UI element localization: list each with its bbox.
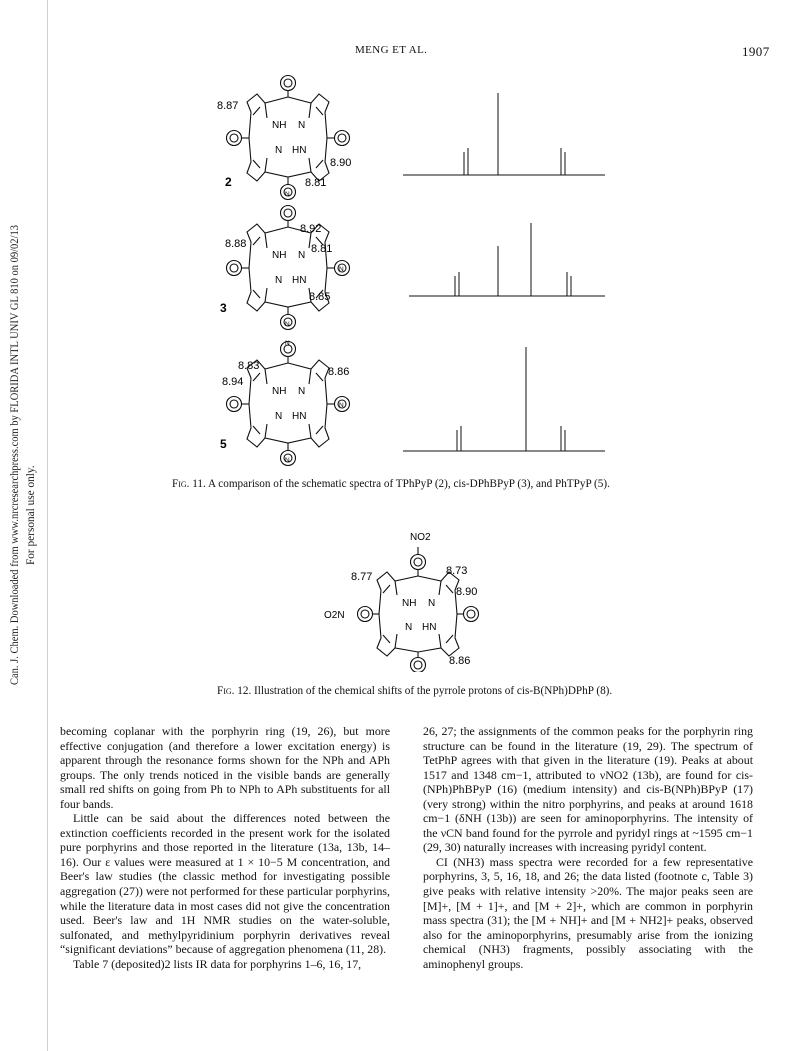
compound-number: 3 — [220, 301, 227, 315]
structure-compound-5 — [205, 338, 375, 466]
pyridyl-n-label: N — [285, 457, 290, 464]
n-label: N — [275, 145, 283, 156]
shift-label: 8.90 — [330, 157, 352, 169]
nh-label: NH — [272, 386, 287, 397]
n-label: N — [428, 598, 436, 609]
nitro-group-label: NO2 — [410, 532, 431, 543]
shift-label: 8.94 — [222, 376, 244, 388]
hn-label: HN — [292, 275, 307, 286]
figure-11-text: A comparison of the schematic spectra of TPhPyP (2), cis-DPhBPyP (3), and PhTPyP (5). — [208, 478, 610, 490]
n-label: N — [275, 275, 283, 286]
body-paragraph: 26, 27; the assignments of the common peaks for the porphyrin ring structure can be found in the literature (19, 29). The spectrum of TetPhP agrees with that given in the literature (19). Peaks at about 1517 and 1348 cm−1, attributed to νNO2 (13b), are found for cis-(NPh)PhBPyP (16) (medium intensity) and cis-B(NPh)BPyP (17) (very strong) within the nitro porphyrins, and peaks at around 1618 cm−1 (δNH (13b)) are seen for aminoporphyrins. The intensity of the νCN band found for the pyrrole and pyridyl rings at ~1595 cm−1 (29, 30) naturally increases with increasing pyridyl content. — [423, 724, 753, 855]
shift-label: 8.92 — [300, 223, 322, 235]
figure-12-label: Fig. 12. — [217, 685, 252, 697]
pyridyl-n-label: N — [285, 340, 290, 347]
figure-12-text: Illustration of the chemical shifts of the pyrrole protons of cis-B(NPh)DPhP (8). — [254, 685, 613, 697]
download-notice-line1: Can. J. Chem. Downloaded from www.nrcresearchpress.com by FLORIDA INTL UNIV GL 810 on 09/02/13 — [9, 220, 21, 685]
hn-label: HN — [422, 622, 437, 633]
shift-label: 8.88 — [225, 238, 247, 250]
shift-label: 8.83 — [238, 360, 260, 372]
n-label: N — [405, 622, 413, 633]
page-number: 1907 — [742, 44, 770, 59]
download-notice — [6, 220, 40, 690]
pyridyl-n-label: N — [339, 402, 344, 409]
pyridyl-n-label: N — [285, 321, 290, 328]
shift-label: 8.77 — [351, 571, 373, 583]
shift-label: 8.86 — [449, 655, 471, 667]
hn-label: HN — [292, 411, 307, 422]
right-column — [423, 724, 753, 971]
pyridyl-n-label: N — [339, 266, 344, 273]
figure-12-caption — [217, 684, 612, 698]
margin-rule — [47, 0, 48, 1051]
running-head: MENG ET AL. — [355, 44, 428, 56]
compound-number: 5 — [220, 437, 227, 451]
shift-label: 8.81 — [305, 177, 327, 189]
body-paragraph: CI (NH3) mass spectra were recorded for a few representative porphyrins, 3, 5, 16, 18, and 26; the data listed (footnote c, Table 3) give peaks with relative intensity >20%. The major peaks seen are [M]+, [M + 1]+, and [M + 2]+, which are common in porphyrin mass spectra (31); the [M + NH]+ and [M + NH2]+ peaks, observed also for the aminoporphyrins, presumably arise from the ionizing chemical (NH3) fragments, possibly associating with the aminophenyl groups. — [423, 854, 753, 971]
nitro-group-label: O2N — [324, 610, 345, 621]
structure-compound-8 — [318, 522, 508, 672]
shift-label: 8.87 — [217, 100, 239, 112]
shift-label: 8.81 — [311, 243, 333, 255]
structure-compound-2 — [205, 72, 375, 200]
n-label: N — [275, 411, 283, 422]
shift-label: 8.85 — [309, 291, 331, 303]
pyridyl-n-label: N — [285, 191, 290, 198]
download-notice-line2: For personal use only. — [25, 465, 37, 565]
n-label: N — [298, 120, 306, 131]
figure-11-label: Fig. 11. — [172, 478, 206, 490]
spectrum-compound-5 — [395, 344, 610, 454]
hn-label: HN — [292, 145, 307, 156]
shift-label: 8.86 — [328, 366, 350, 378]
body-paragraph: becoming coplanar with the porphyrin ring (19, 26), but more effective conjugation (and therefore a lower excitation energy) is apparent through the resonance forms shown for the NPh and APh groups. The only trends noticed in the visible bands are generally small red shifts on going from Ph to NPh to APh substituents for all four bands. — [60, 724, 390, 811]
structure-compound-3 — [205, 202, 375, 330]
nh-label: NH — [272, 120, 287, 131]
spectrum-compound-2 — [395, 90, 610, 182]
body-paragraph: Little can be said about the differences noted between the extinction coefficients recorded in the present work for the isolated pure porphyrins and those reported in the literature (13a, 13b, 14–16). Our ε values were measured at 1 × 10−5 M concentration, and Beer's law studies (the classic method for investigating possible aggregation (27)) were not performed for these particular porphyrins, while the literature data in most cases did not give the concentration used. Beer's law and 1H NMR studies on the water-soluble, sulfonated, and methylpyridinium porphyrin derivatives reveal “significant deviations” because of aggregation phenomena (11, 28). — [60, 811, 390, 957]
nh-label: NH — [402, 598, 417, 609]
figure-11-caption — [172, 477, 610, 491]
compound-number: 2 — [225, 175, 232, 189]
spectrum-compound-3 — [395, 220, 610, 312]
n-label: N — [298, 250, 306, 261]
left-column — [60, 724, 390, 971]
n-label: N — [298, 386, 306, 397]
nh-label: NH — [272, 250, 287, 261]
body-paragraph: Table 7 (deposited)2 lists IR data for porphyrins 1–6, 16, 17, — [73, 956, 362, 971]
shift-label: 8.90 — [456, 586, 478, 598]
shift-label: 8.73 — [446, 565, 468, 577]
